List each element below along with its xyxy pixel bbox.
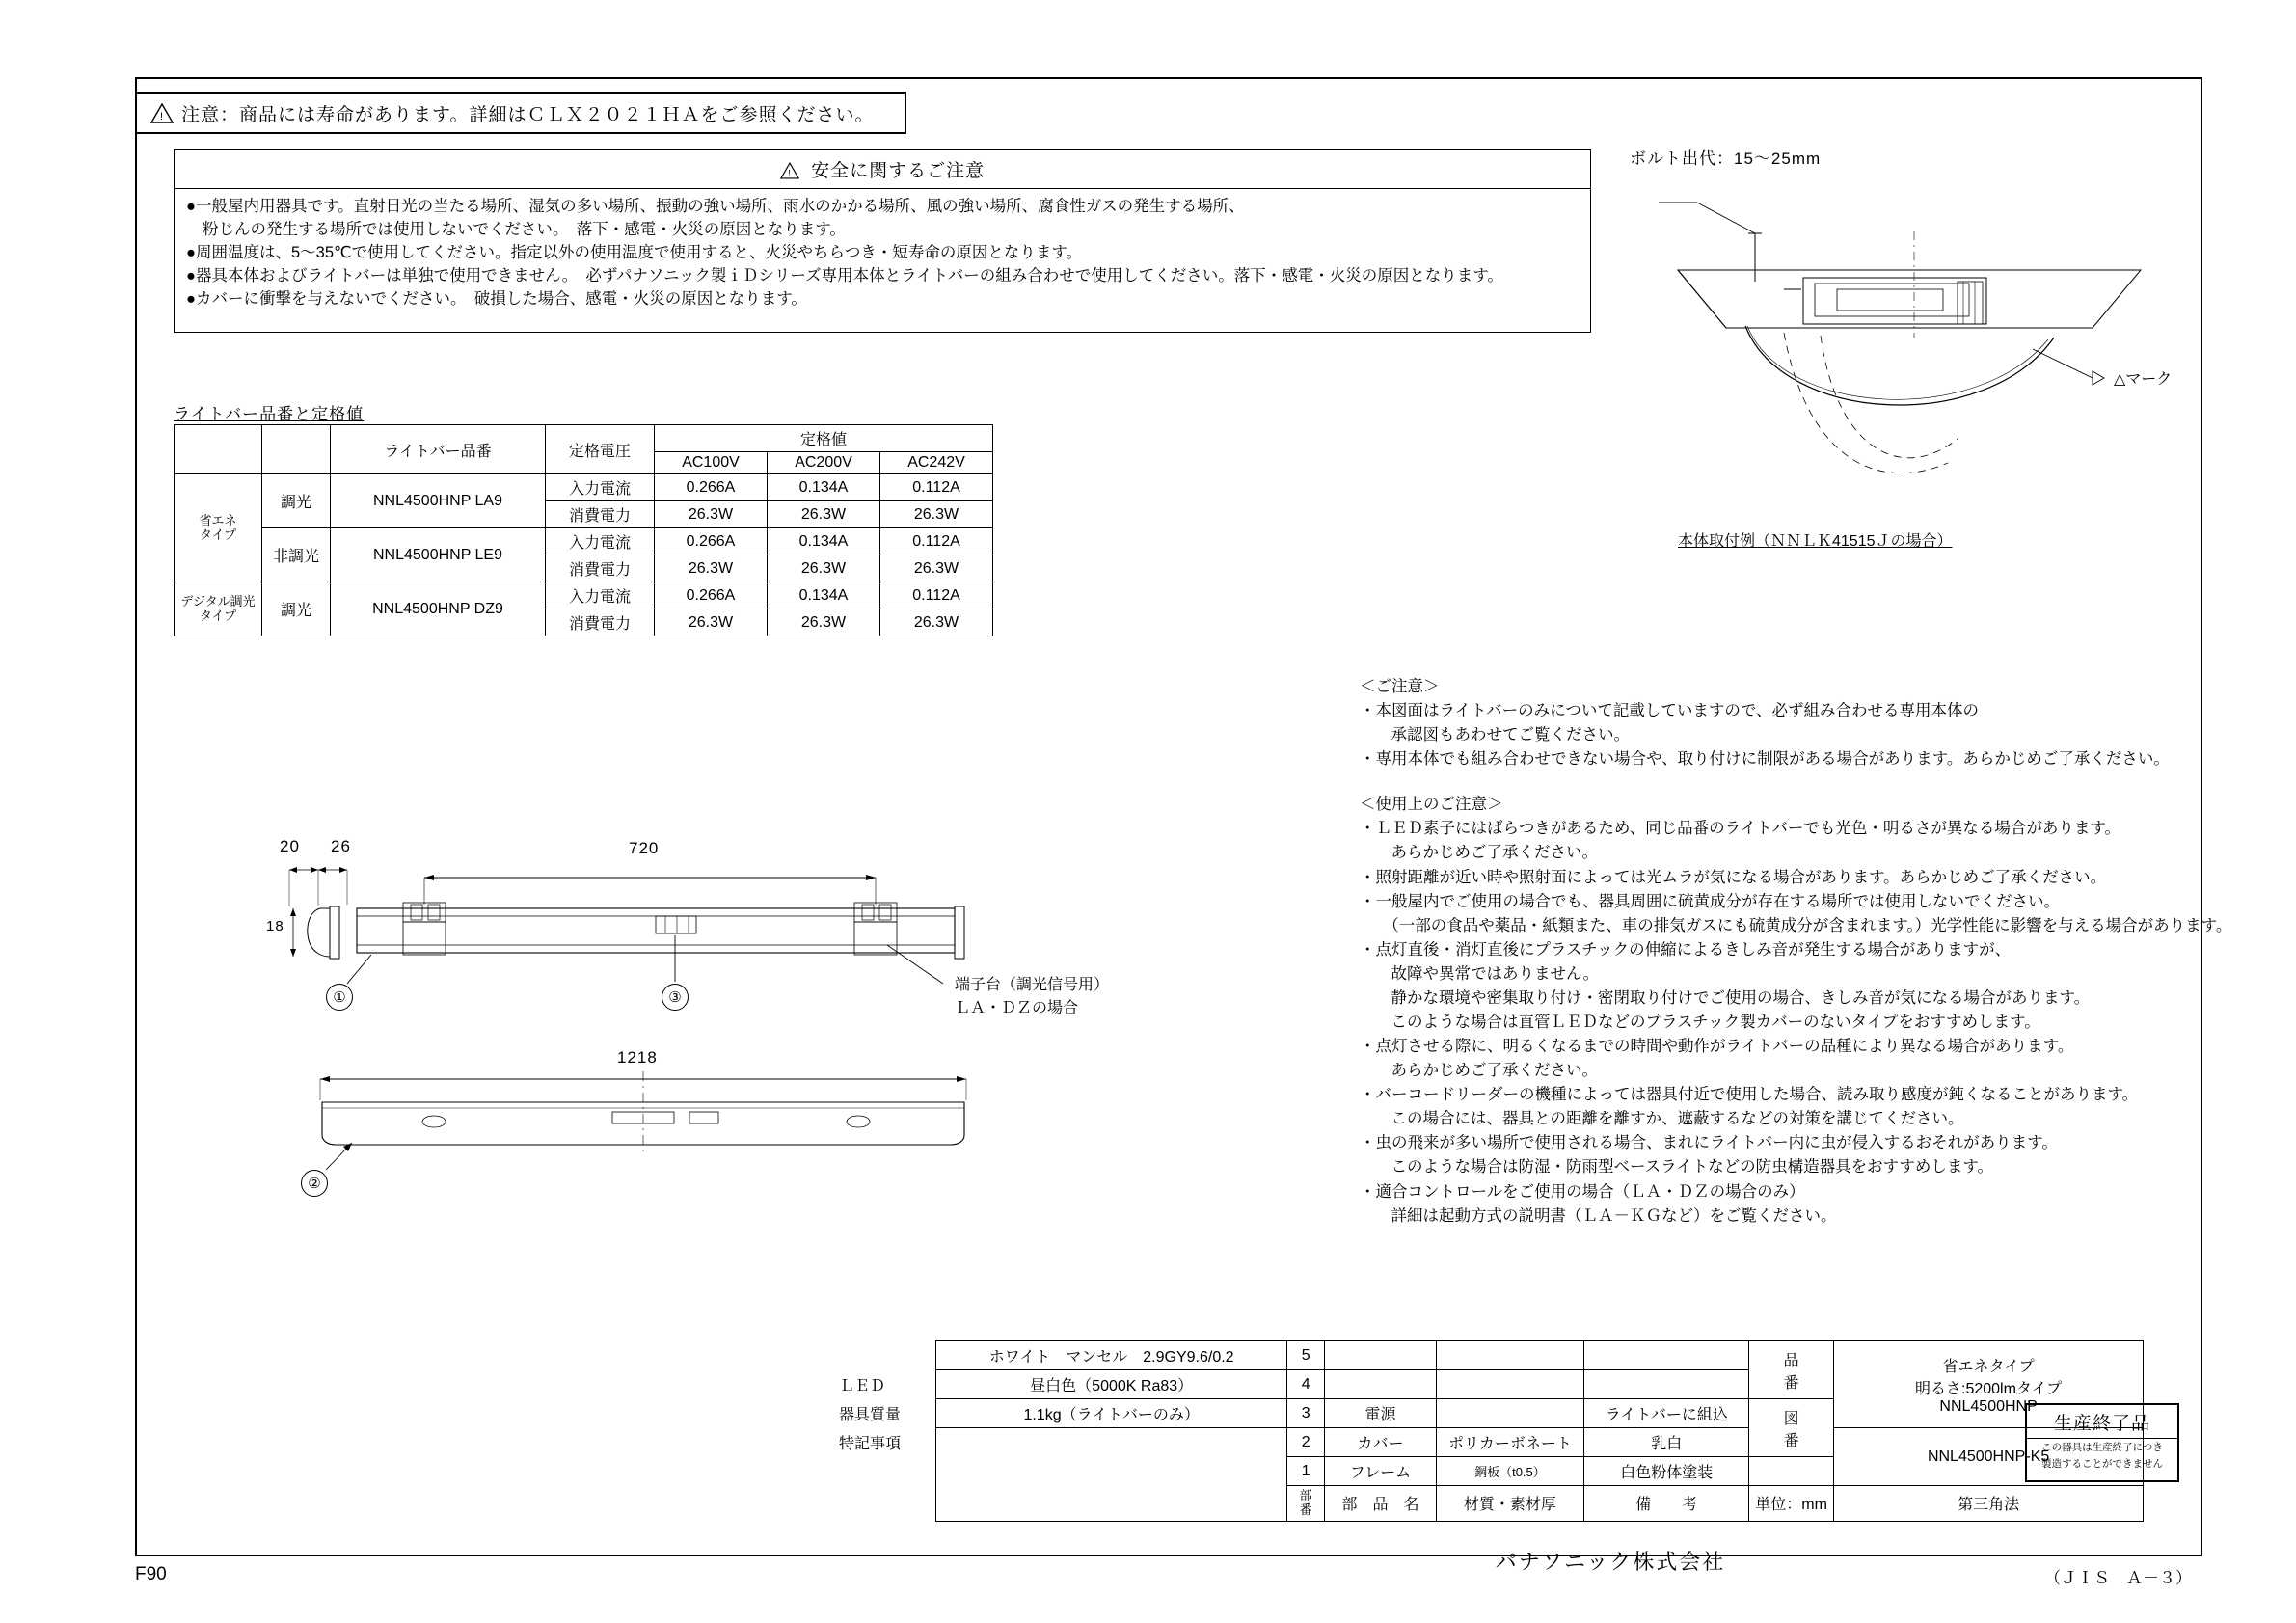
note-item: このような場合は直管ＬＥＤなどのプラスチック製カバーのないタイプをおすすめします。	[1375, 1014, 2040, 1032]
warning-triangle-icon-small	[780, 162, 799, 179]
dim-26: 26	[331, 837, 351, 855]
cell: 26.3W	[655, 555, 768, 582]
item-no: 4	[1287, 1370, 1325, 1399]
cell: 26.3W	[655, 609, 768, 636]
col-voltage: 定格電圧	[546, 425, 655, 474]
note-item: 静かな環境や密集取り付け・密閉取り付けでご使用の場合、きしみ音が気になる場合があります。	[1375, 988, 2091, 1007]
row-dim-1: 調光	[262, 474, 331, 528]
col-ac200: AC200V	[768, 452, 880, 474]
warning-triangle-icon	[150, 103, 174, 123]
cell: 0.266A	[655, 474, 768, 501]
note-item: （一部の食品や薬品・紙類また、車の排気ガスにも硫黄成分が含まれます。）光学性能に影響を与える場合があります。	[1375, 916, 2232, 934]
discontinued-title: 生産終了品	[2027, 1405, 2177, 1439]
spec-table	[174, 424, 993, 636]
tb-row-5	[829, 1341, 2296, 1370]
parts-head-remark: 備 考	[1584, 1486, 1749, 1522]
weight-label: 器具質量	[829, 1399, 936, 1428]
cell: 26.3W	[880, 501, 993, 528]
note-item: ・本図面はライトバーのみについて記載していますので、必ず組み合わせる専用本体の	[1360, 702, 1980, 720]
row-dim-3: 調光	[262, 582, 331, 636]
cell: 26.3W	[768, 555, 880, 582]
col-ac242: AC242V	[880, 452, 993, 474]
callout-3: ③	[662, 984, 689, 1011]
table-row	[175, 528, 993, 555]
dim-720: 720	[629, 839, 660, 857]
mounting-diagram	[1630, 149, 2179, 617]
note-item: ・虫の飛来が多い場所で使用される場合、まれにライトバー内に虫が侵入するおそれがあります。	[1360, 1134, 2058, 1152]
row-partno-2: NNL4500HNP LE9	[331, 528, 546, 582]
remarks-value	[936, 1428, 1287, 1522]
cell: 0.112A	[880, 474, 993, 501]
discontinued-badge	[2025, 1403, 2179, 1482]
cell: 0.134A	[768, 582, 880, 609]
terminal-label-2: ＬＡ・ＤＺの場合	[955, 1000, 1079, 1016]
col-rated: 定格値	[655, 425, 993, 452]
product-side-view	[266, 837, 1148, 1016]
cell: 0.134A	[768, 474, 880, 501]
cell: 0.266A	[655, 528, 768, 555]
part-name-3: 電源	[1325, 1399, 1436, 1428]
dim-20: 20	[280, 837, 300, 855]
callout-2: ②	[301, 1170, 328, 1197]
mounting-example-label: 本体取付例（ＮＮＬＫ41515Ｊの場合）	[1678, 533, 1953, 550]
svg-text:!: !	[159, 110, 165, 122]
item-no: 3	[1287, 1399, 1325, 1428]
dim-18: 18	[266, 918, 284, 934]
safety-line: ●器具本体およびライトバーは単独で使用できません。 必ずパナソニック製ｉＤシリーズ専用本体とライトバーの組み合わせで使用してください。落下・感電・火災の原因となります。	[186, 266, 1503, 284]
product-line-3: NNL4500HNP	[1939, 1397, 2038, 1415]
cell: 26.3W	[768, 609, 880, 636]
safety-line: 粉じんの発生する場所では使用しないでください。 落下・感電・火災の原因となります。	[203, 220, 846, 238]
note-item: ・点灯させる際に、明るくなるまでの時間や動作がライトバーの品種により異なる場合があります。	[1360, 1038, 2074, 1056]
note-item: 詳細は起動方式の説明書（ＬＡ－ＫＧなど）をご覧ください。	[1375, 1206, 1837, 1225]
safety-line: ●カバーに衝撃を与えないでください。 破損した場合、感電・火災の原因となります。	[186, 289, 807, 308]
bolt-note: ボルト出代：15～25mm	[1630, 149, 1822, 168]
row-power-label-2: 消費電力	[546, 555, 655, 582]
cell: 0.134A	[768, 528, 880, 555]
projection-label: 第三角法	[1833, 1486, 2143, 1522]
callout-1: ①	[326, 984, 353, 1011]
cell: 26.3W	[768, 501, 880, 528]
note-item: ・照射距離が近い時や照射面によっては光ムラが気になる場合があります。あらかじめご了承ください。	[1360, 868, 2107, 886]
cell: 26.3W	[655, 501, 768, 528]
hinban-label: 品 番	[1749, 1341, 1834, 1399]
led-label: ＬＥＤ	[829, 1370, 936, 1399]
part-remark-3: ライトバーに組込	[1584, 1399, 1749, 1428]
weight-value: 1.1kg（ライトバーのみ）	[936, 1399, 1287, 1428]
note-item: このような場合は防湿・防雨型ベースライトなどの防虫構造器具をおすすめします。	[1375, 1158, 1994, 1177]
note-item: この場合には、器具との距離を離すか、遮蔽するなどの対策を講じてください。	[1375, 1110, 1964, 1128]
note-item: ・専用本体でも組み合わせできない場合や、取り付けに制限がある場合があります。あらかじめご了承ください。	[1360, 750, 2170, 769]
note-item: 故障や異常ではありません。	[1375, 964, 1599, 983]
note-item: ・点灯直後・消灯直後にプラスチックの伸縮によるきしみ音が発生する場合がありますが、	[1360, 940, 2012, 959]
note-item: ・一般屋内でご使用の場合でも、器具周囲に硫黄成分が存在する場所では使用しないでください。	[1360, 892, 2060, 910]
part-name-1: フレーム	[1325, 1457, 1436, 1486]
notes-head-2: ＜使用上のご注意＞	[1360, 796, 1503, 814]
row-partno-1: NNL4500HNP LA9	[331, 474, 546, 528]
cell: 26.3W	[880, 555, 993, 582]
discontinued-line-1: この器具は生産終了につき	[2041, 1442, 2163, 1453]
spec-table-title: ライトバー品番と定格値	[174, 405, 365, 423]
color-name: ホワイト マンセル 2.9GY9.6/0.2	[936, 1341, 1287, 1370]
drawing-number: NNL4500HNP-K5	[1833, 1428, 2143, 1486]
svg-text:!: !	[788, 168, 792, 178]
cell: 26.3W	[880, 609, 993, 636]
note-item: あらかじめご了承ください。	[1375, 1062, 1598, 1080]
caution-text: 注意：商品には寿命があります。詳細はＣＬＸ２０２１ＨＡをご参照ください。	[181, 104, 875, 125]
row-type-eco: 省エネ タイプ	[175, 474, 262, 582]
safety-title: 安全に関するご注意	[811, 161, 986, 181]
parts-head-material: 材質・素材厚	[1436, 1486, 1584, 1522]
row-power-label-3: 消費電力	[546, 609, 655, 636]
notes-block	[1360, 675, 2231, 1229]
notes-head-1: ＜ご注意＞	[1360, 678, 1440, 695]
tb-row-company	[829, 1521, 2296, 1528]
led-spec: 昼白色（5000K Ra83）	[936, 1370, 1287, 1399]
item-no: 5	[1287, 1341, 1325, 1370]
table-row	[175, 582, 993, 609]
safety-title-row	[175, 150, 1590, 182]
caution-banner	[135, 92, 906, 134]
note-item: ・ＬＥＤ素子にはばらつきがあるため、同じ品番のライトバーでも光色・明るさが異なる場合があります。	[1360, 820, 2121, 838]
row-partno-3: NNL4500HNP DZ9	[331, 582, 546, 636]
item-no: 2	[1287, 1428, 1325, 1457]
safety-notice-box	[174, 149, 1591, 333]
col-partno: ライトバー品番	[331, 425, 546, 474]
col-ac100: AC100V	[655, 452, 768, 474]
product-bottom-view	[280, 1046, 1148, 1191]
row-current-label-3: 入力電流	[546, 582, 655, 609]
note-item: ・適合コントロールをご使用の場合（ＬＡ・ＤＺの場合のみ）	[1360, 1182, 1805, 1201]
remarks-label: 特記事項	[829, 1428, 936, 1457]
note-item: 承認図もあわせてご覧ください。	[1375, 726, 1630, 744]
zuban-label: 図 番	[1749, 1399, 1834, 1457]
footer-right: （ＪＩＳ Ａ－３）	[2044, 1569, 2192, 1587]
safety-line: ●一般屋内用器具です。直射日光の当たる場所、湿気の多い場所、振動の強い場所、雨水のかかる場所、風の強い場所、腐食性ガスの発生する場所、	[186, 198, 1245, 215]
discontinued-line-2: 製造することができません	[2041, 1457, 2163, 1470]
part-material-3	[1436, 1399, 1584, 1428]
row-current-label-1: 入力電流	[546, 474, 655, 501]
cell: 0.112A	[880, 528, 993, 555]
terminal-label-1: 端子台（調光信号用）	[955, 977, 1110, 993]
table-head-row	[175, 425, 993, 452]
part-material-2: ポリカーボネート	[1436, 1428, 1584, 1457]
product-line-1: 省エネタイプ	[1942, 1358, 2035, 1375]
table-row	[175, 474, 993, 501]
row-dim-2: 非調光	[262, 528, 331, 582]
parts-head-no: 部 番	[1287, 1486, 1325, 1522]
company-name: パナソニック株式会社	[1495, 1550, 1726, 1574]
triangle-mark-label: △マーク	[2114, 371, 2173, 388]
part-remark-1: 白色粉体塗装	[1584, 1457, 1749, 1486]
cell: 0.266A	[655, 582, 768, 609]
part-no-1: 1	[1287, 1457, 1325, 1486]
product-line-2: 明るさ:5200lmタイプ	[1915, 1380, 2063, 1397]
unit-label: 単位：mm	[1749, 1486, 1834, 1522]
safety-line: ●周囲温度は、5～35℃で使用してください。指定以外の使用温度で使用すると、火災やちらつき・短寿命の原因となります。	[186, 243, 1083, 261]
parts-head-name: 部 品 名	[1325, 1486, 1436, 1522]
cell: 0.112A	[880, 582, 993, 609]
row-current-label-2: 入力電流	[546, 528, 655, 555]
part-name-2: カバー	[1325, 1428, 1436, 1457]
note-item: ・バーコードリーダーの機種によっては器具付近で使用した場合、読み取り感度が鈍くなることがあります。	[1360, 1086, 2139, 1104]
note-item: あらかじめご了承ください。	[1375, 844, 1598, 862]
safety-body	[175, 189, 1590, 311]
row-type-digital: デジタル調光 タイプ	[175, 582, 262, 636]
part-remark-2: 乳白	[1584, 1428, 1749, 1457]
row-power-label-1: 消費電力	[546, 501, 655, 528]
footer-left: F90	[135, 1564, 167, 1584]
dim-1218: 1218	[617, 1048, 658, 1067]
part-material-1: 鋼板（t0.5）	[1436, 1457, 1584, 1486]
